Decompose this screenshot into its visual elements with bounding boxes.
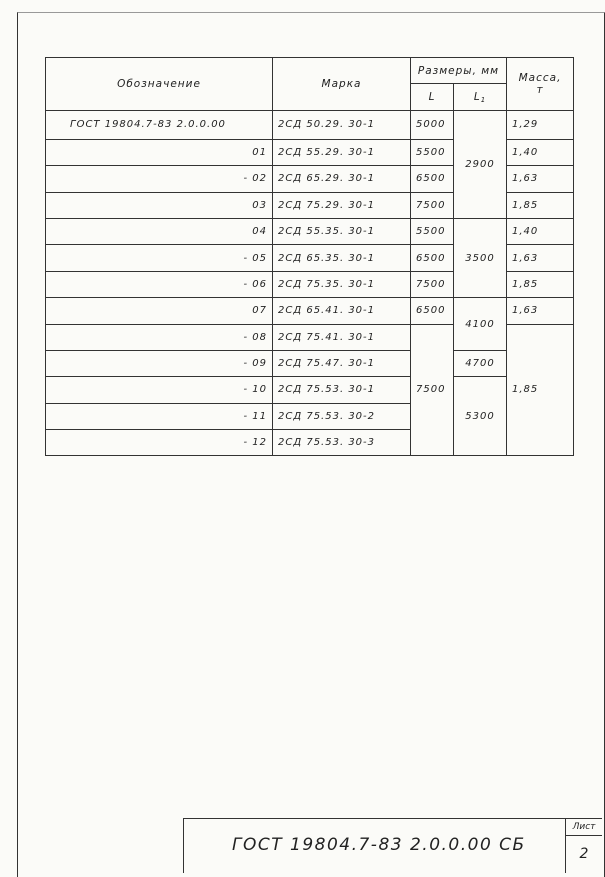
table-row: [46, 110, 574, 139]
length1-cell: 5300: [454, 377, 507, 456]
length1-cell: 2900: [454, 110, 507, 218]
designation-cell: 01: [46, 139, 273, 165]
mark-cell: 2СД 55.35. 30-1: [273, 218, 411, 244]
designation-cell: - 11: [46, 403, 273, 429]
length1-cell: 4100: [454, 298, 507, 351]
length-cell: 5500: [411, 139, 454, 165]
mark-cell: 2СД 65.41. 30-1: [273, 298, 411, 324]
designation-cell: - 02: [46, 166, 273, 192]
length-cell: 6500: [411, 245, 454, 271]
length-cell: 6500: [411, 166, 454, 192]
table-row: [46, 377, 574, 403]
header-mark: Марка: [273, 58, 411, 111]
length1-cell: 4700: [454, 350, 507, 376]
mass-cell: 1,85: [507, 324, 574, 456]
mass-cell: 1,63: [507, 245, 574, 271]
header-l1-letter: L: [473, 90, 481, 103]
length1-cell: 3500: [454, 218, 507, 297]
mass-cell: 1,85: [507, 271, 574, 297]
length-cell: 7500: [411, 192, 454, 218]
mark-cell: 2СД 75.53. 30-3: [273, 430, 411, 456]
table-row: [46, 350, 574, 376]
mass-cell: 1,63: [507, 298, 574, 324]
header-mass-label: Масса,: [518, 71, 562, 84]
mark-cell: 2СД 65.35. 30-1: [273, 245, 411, 271]
sheet-number: 2: [579, 846, 589, 862]
header-l1-subscript: 1: [480, 95, 487, 104]
designation-cell: - 12: [46, 430, 273, 456]
mark-cell: 2СД 75.41. 30-1: [273, 324, 411, 350]
header-l: L: [411, 84, 454, 110]
header-row: [46, 58, 574, 84]
designation-cell: - 05: [46, 245, 273, 271]
specification-table: [45, 57, 574, 456]
length-cell: 7500: [411, 271, 454, 297]
header-dimensions: Размеры, мм: [411, 58, 507, 84]
mark-cell: 2СД 75.53. 30-1: [273, 377, 411, 403]
designation-cell: - 08: [46, 324, 273, 350]
mark-cell: 2СД 50.29. 30-1: [273, 110, 411, 139]
mark-cell: 2СД 75.29. 30-1: [273, 192, 411, 218]
sheet-box: [565, 819, 602, 873]
mark-cell: 2СД 65.29. 30-1: [273, 166, 411, 192]
mass-cell: 1,29: [507, 110, 574, 139]
title-block: [183, 818, 602, 873]
sheet-label: Лист: [566, 819, 602, 836]
designation-cell: - 09: [46, 350, 273, 376]
mark-cell: 2СД 75.35. 30-1: [273, 271, 411, 297]
designation-cell: 03: [46, 192, 273, 218]
length-cell: 5000: [411, 110, 454, 139]
table-row: [46, 298, 574, 324]
mark-cell: 2СД 75.53. 30-2: [273, 403, 411, 429]
designation-cell: ГОСТ 19804.7-83 2.0.0.00: [46, 110, 273, 139]
designation-cell: - 10: [46, 377, 273, 403]
mass-cell: 1,63: [507, 166, 574, 192]
mass-cell: 1,40: [507, 218, 574, 244]
header-designation: Обозначение: [46, 58, 273, 111]
mass-cell: 1,85: [507, 192, 574, 218]
mark-cell: 2СД 55.29. 30-1: [273, 139, 411, 165]
length-cell: 6500: [411, 298, 454, 324]
header-mass-unit: т: [536, 83, 544, 96]
table-row: [46, 218, 574, 244]
designation-cell: 07: [46, 298, 273, 324]
mark-cell: 2СД 75.47. 30-1: [273, 350, 411, 376]
designation-cell: - 06: [46, 271, 273, 297]
document-code: ГОСТ 19804.7-83 2.0.0.00 СБ: [232, 835, 526, 855]
length-cell: 7500: [411, 324, 454, 456]
designation-cell: 04: [46, 218, 273, 244]
length-cell: 5500: [411, 218, 454, 244]
mass-cell: 1,40: [507, 139, 574, 165]
header-l1: [454, 84, 507, 110]
header-mass: [507, 58, 574, 111]
